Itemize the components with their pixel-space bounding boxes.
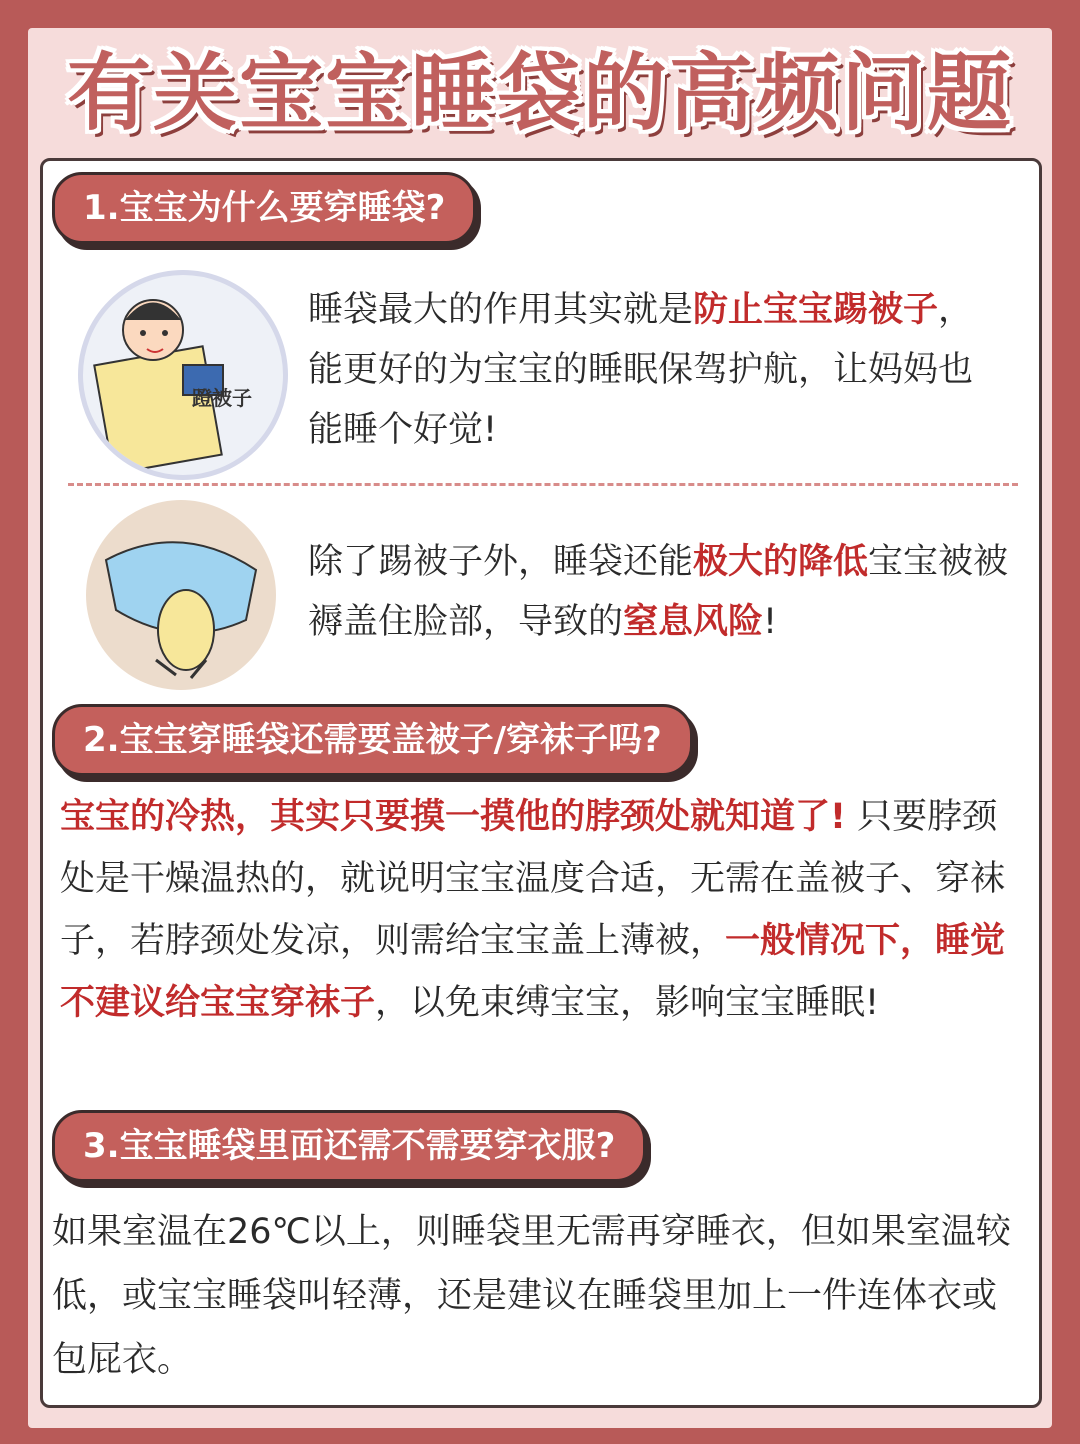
page-title: 有关宝宝睡袋的高频问题 (66, 44, 1013, 142)
dashed-divider (68, 483, 1018, 486)
q1-p2-seg: 除了踢被子外，睡袋还能 (308, 542, 694, 582)
q1-paragraph-1 (308, 280, 998, 460)
q1-paragraph-2 (308, 532, 1018, 652)
q2-seg: 只要脖颈处是干燥温热的，就说明宝宝温度合适，无需在盖被子、穿袜子，若脖颈处发凉，则需给宝宝盖上薄被， (60, 797, 1006, 961)
q1-p1-seg: ，能更好的为宝宝的睡眠保驾护航，让妈妈也能睡个好觉! (308, 290, 974, 450)
question-1-heading: 1.宝宝为什么要穿睡袋? (52, 172, 476, 244)
q3-paragraph: 如果室温在26℃以上，则睡袋里无需再穿睡衣，但如果室温较低，或宝宝睡袋叫轻薄，还是建议在睡袋里加上一件连体衣或包屁衣。 (52, 1212, 1011, 1380)
q2-highlight: 一般情况下，睡觉不建议给宝宝穿袜子 (60, 921, 1006, 1023)
question-3-heading: 3.宝宝睡袋里面还需不需要穿衣服? (52, 1110, 646, 1182)
question-2-heading: 2.宝宝穿睡袋还需要盖被子/穿袜子吗? (52, 704, 693, 776)
illustration-label: 蹬被子 (192, 386, 252, 410)
q2-paragraph (60, 786, 1010, 1034)
q1-p2-highlight: 窒息风险 (623, 602, 764, 642)
covered-face-illustration (86, 500, 276, 690)
q1-p2-seg: 宝宝被被褥盖住脸部，导致的 (308, 542, 1009, 642)
q1-p2-highlight: 极大的降低 (693, 542, 869, 582)
q1-p2-seg: ! (763, 602, 778, 642)
q1-p1-seg: 睡袋最大的作用其实就是 (308, 290, 694, 330)
kicking-baby-illustration (78, 270, 288, 480)
q2-seg: ，以免束缚宝宝，影响宝宝睡眠! (375, 983, 880, 1023)
q1-p1-highlight: 防止宝宝踢被子 (693, 290, 939, 330)
q2-highlight: 宝宝的冷热，其实只要摸一摸他的脖颈处就知道了! (60, 797, 846, 837)
